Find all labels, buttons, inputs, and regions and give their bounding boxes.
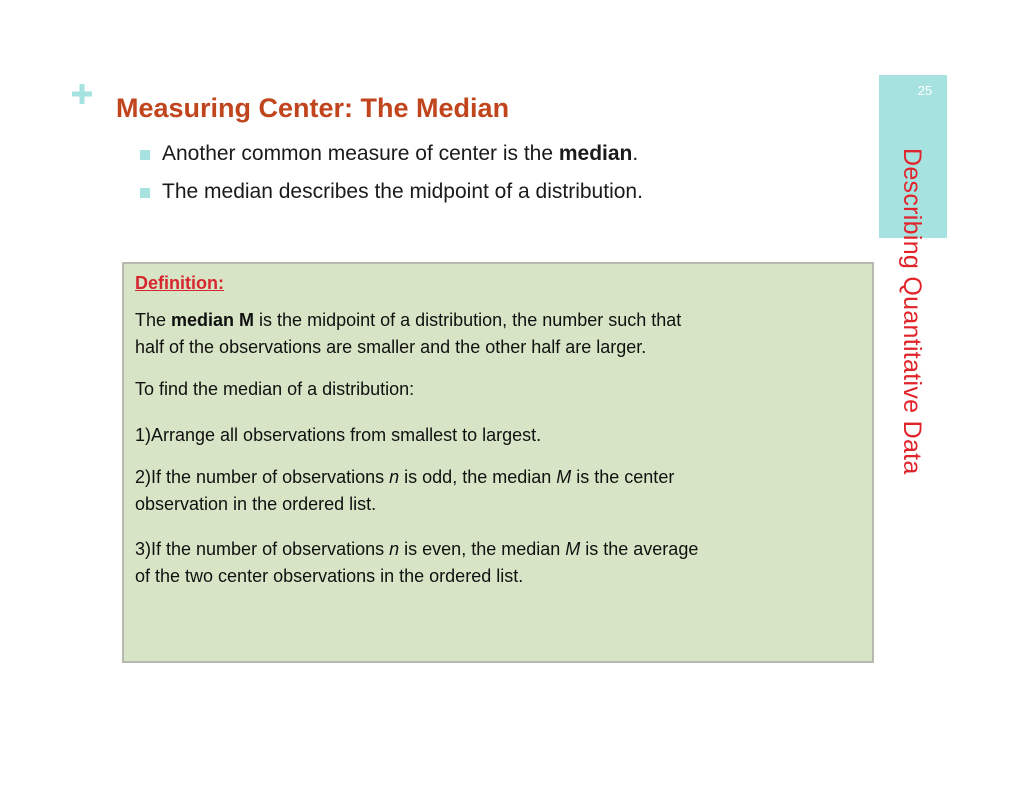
step-text: is odd, the median (399, 467, 557, 487)
step-text: 3)If the number of observations (135, 539, 390, 559)
bullet-item (140, 178, 643, 206)
definition-heading: Definition: (135, 273, 224, 293)
step-text: is the center (571, 467, 675, 487)
bullet-list (140, 140, 643, 216)
bullet-text: The median describes the midpoint of a distribution. (162, 180, 643, 203)
variable-n: n (389, 539, 400, 559)
side-title: Describing Quantitative Data (898, 148, 926, 475)
step-2 (135, 464, 674, 518)
step-text: 2)If the number of observations (135, 467, 390, 487)
bullet-text: Another common measure of center is the (162, 142, 559, 165)
definition-text: is the midpoint of a distribution, the number such that (254, 310, 682, 330)
variable-m: M (556, 467, 572, 487)
definition-text: The (135, 310, 172, 330)
step-3 (135, 536, 698, 590)
bullet-item (140, 140, 643, 168)
page-number: 25 (917, 83, 933, 98)
definition-box (122, 262, 874, 663)
plus-icon (70, 82, 94, 106)
square-bullet-icon (140, 150, 150, 160)
definition-text: half of the observations are smaller and the other half are larger. (135, 337, 647, 357)
square-bullet-icon (140, 188, 150, 198)
bullet-text-end: . (632, 142, 639, 165)
step-1: 1)Arrange all observations from smallest to largest. (135, 425, 542, 445)
instructions-intro: To find the median of a distribution: (135, 379, 415, 399)
step-text: observation in the ordered list. (135, 494, 377, 514)
slide-title: Measuring Center: The Median (116, 93, 510, 123)
definition-term: median M (171, 310, 255, 330)
definition-paragraph (135, 307, 681, 361)
step-text: is the average (580, 539, 699, 559)
variable-m: M (565, 539, 581, 559)
step-text: of the two center observations in the ordered list. (135, 566, 524, 586)
bullet-bold-term: median (558, 142, 633, 165)
variable-n: n (389, 467, 400, 487)
step-text: is even, the median (399, 539, 566, 559)
